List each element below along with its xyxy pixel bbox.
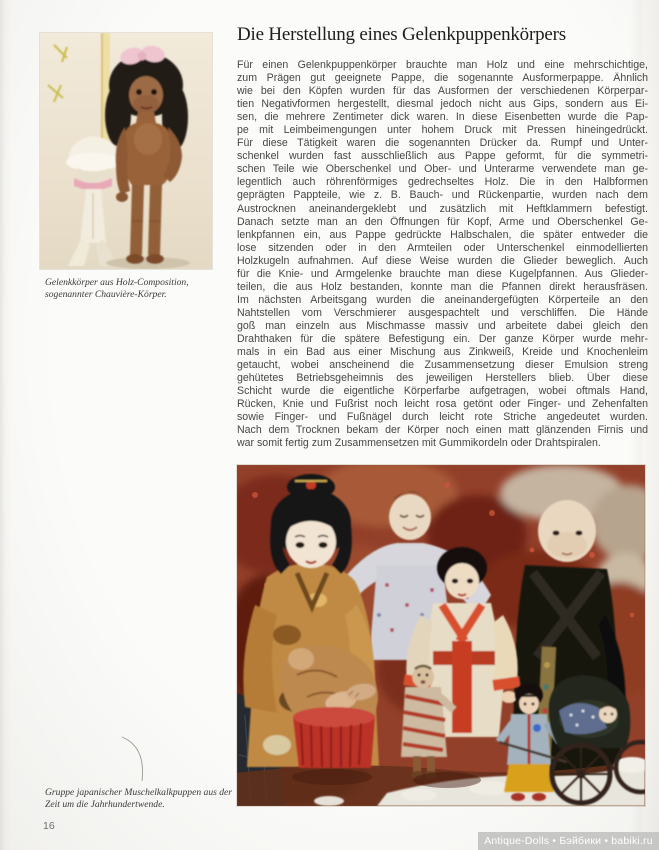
page-number: 16	[43, 820, 55, 832]
text-line: Holzkugeln aufnahmen. Auf diese Weise wurden die Glieder beweglich. Auch	[237, 254, 648, 267]
text-line: mals in ein Bad aus einer Mischung aus Zinkweiß, Kreide und Knochenleim	[237, 346, 648, 359]
text-line: Austrocknen aneinandergeklebt und zusätzlich mit Heftklammern befestigt.	[237, 202, 648, 215]
text-line: getaucht, wobei anscheinend die Zusammensetzung dieser Emulsion streng	[237, 359, 648, 372]
caption-japanese-dolls: Gruppe japanischer Muschelkalkpuppen aus der Zeit um die Jahrhundertwende.	[45, 787, 233, 810]
text-line: sen, die mehrere Zentimeter dick waren. In diese Eisenbetten wurde die Pap-	[237, 111, 648, 124]
text-line: Nahtstellen vom Verschmierer ausgespachtelt und verschliffen. Die Hände	[237, 306, 648, 319]
text-line: zum Prägen gut geeignete Pappe, die sogenannte Ausformerpappe. Ähnlich	[237, 72, 648, 85]
text-line: Nach dem Trocknen bekam der Körper noch einen matt glänzenden Firnis und	[237, 424, 648, 437]
text-line: wie bei den Köpfen wurden für das Ausformen der verschiedenen Körperpar-	[237, 85, 648, 98]
article-text	[237, 59, 648, 450]
text-line: goß man einzeln aus Mischmasse massiv und arbeitete dabei gleich den	[237, 319, 648, 332]
text-line: sowie Finger- und Fußnägel durch leicht rote Striche angedeutet wurden.	[237, 411, 648, 424]
caption-leader-line	[108, 735, 153, 785]
text-line: lenkpfannen ein, aus Pappe gedrückte Halbschalen, die später entweder die	[237, 228, 648, 241]
text-line: gehütetes Betriebsgeheimnis des jeweiligen Herstellers blieb. Über diese	[237, 372, 648, 385]
text-line: teilen, die aus Holz bestanden, konnte man die Pfannen direkt herausfräsen.	[237, 280, 648, 293]
text-line: lose sitzenden oder in den Armteilen oder Unterschenkel einmodellierten	[237, 241, 648, 254]
text-line: schen Teile wie Oberschenkel und Ober- und Unterarme verwendete man ge-	[237, 163, 648, 176]
photo-japanese-dolls	[237, 465, 645, 806]
watermark-badge	[478, 832, 659, 850]
japanese-dolls-illustration	[237, 465, 645, 806]
text-line: Drahthaken für die spätere Befestigung ein. Der ganze Körper wurde mehr-	[237, 332, 648, 345]
watermark-text: Antique-Dolls • Бэйбики • babiki.ru	[484, 835, 653, 847]
text-line: für die Knie- und Armgelenke brauchte man diese Kugelpfannen. Aus Glieder-	[237, 267, 648, 280]
chauviere-doll-illustration	[40, 33, 212, 269]
text-line: schenkel wurden fast ausschließlich aus Pappe geformt, für die symmetri-	[237, 150, 648, 163]
page-title: Die Herstellung eines Gelenkpuppenkörpers	[237, 24, 566, 45]
text-line: Danach setzte man an den Öffnungen für Kopf, Arme und Oberschenkel Ge-	[237, 215, 648, 228]
text-line: tien Negativformen hergestellt, diesmal jedoch nicht aus Gips, sondern aus Ei-	[237, 98, 648, 111]
text-line: Rücken, Knie und Fußrist noch leicht rosa getönt oder Finger- und Zehenfalten	[237, 398, 648, 411]
caption-chauviere: Gelenkkörper aus Holz-Composition, sogenannter Chauvière-Körper.	[45, 277, 189, 300]
photo-chauviere-doll	[40, 33, 212, 269]
text-line: Für einen Gelenkpuppenkörper brauchte man Holz und eine mehrschichtige,	[237, 59, 648, 71]
text-line: Im nächsten Arbeitsgang wurden die aneinandergefügten Körperteile an den	[237, 293, 648, 306]
text-line: Für diese Tätigkeit waren die sogenannten Drücker da. Rumpf und Unter-	[237, 137, 648, 150]
text-line: war somit fertig zum Zusammensetzen mit Gummikordeln oder Drahtspiralen.	[237, 437, 601, 450]
text-line: geprägten Pappteile, wie z. B. Bauch- und Rückenpartie, wurden nach dem	[237, 189, 648, 202]
text-line: Schicht wurde die eigentliche Körperfarbe aufgetragen, wobei oftmals Hand,	[237, 385, 648, 398]
text-line: pe mit Leimbeimengungen unter hohem Druck mit Pressen hineingedrückt.	[237, 124, 648, 137]
text-line: legentlich auch röhrenförmiges gedrechseltes Holz. Die in den Halbformen	[237, 176, 648, 189]
